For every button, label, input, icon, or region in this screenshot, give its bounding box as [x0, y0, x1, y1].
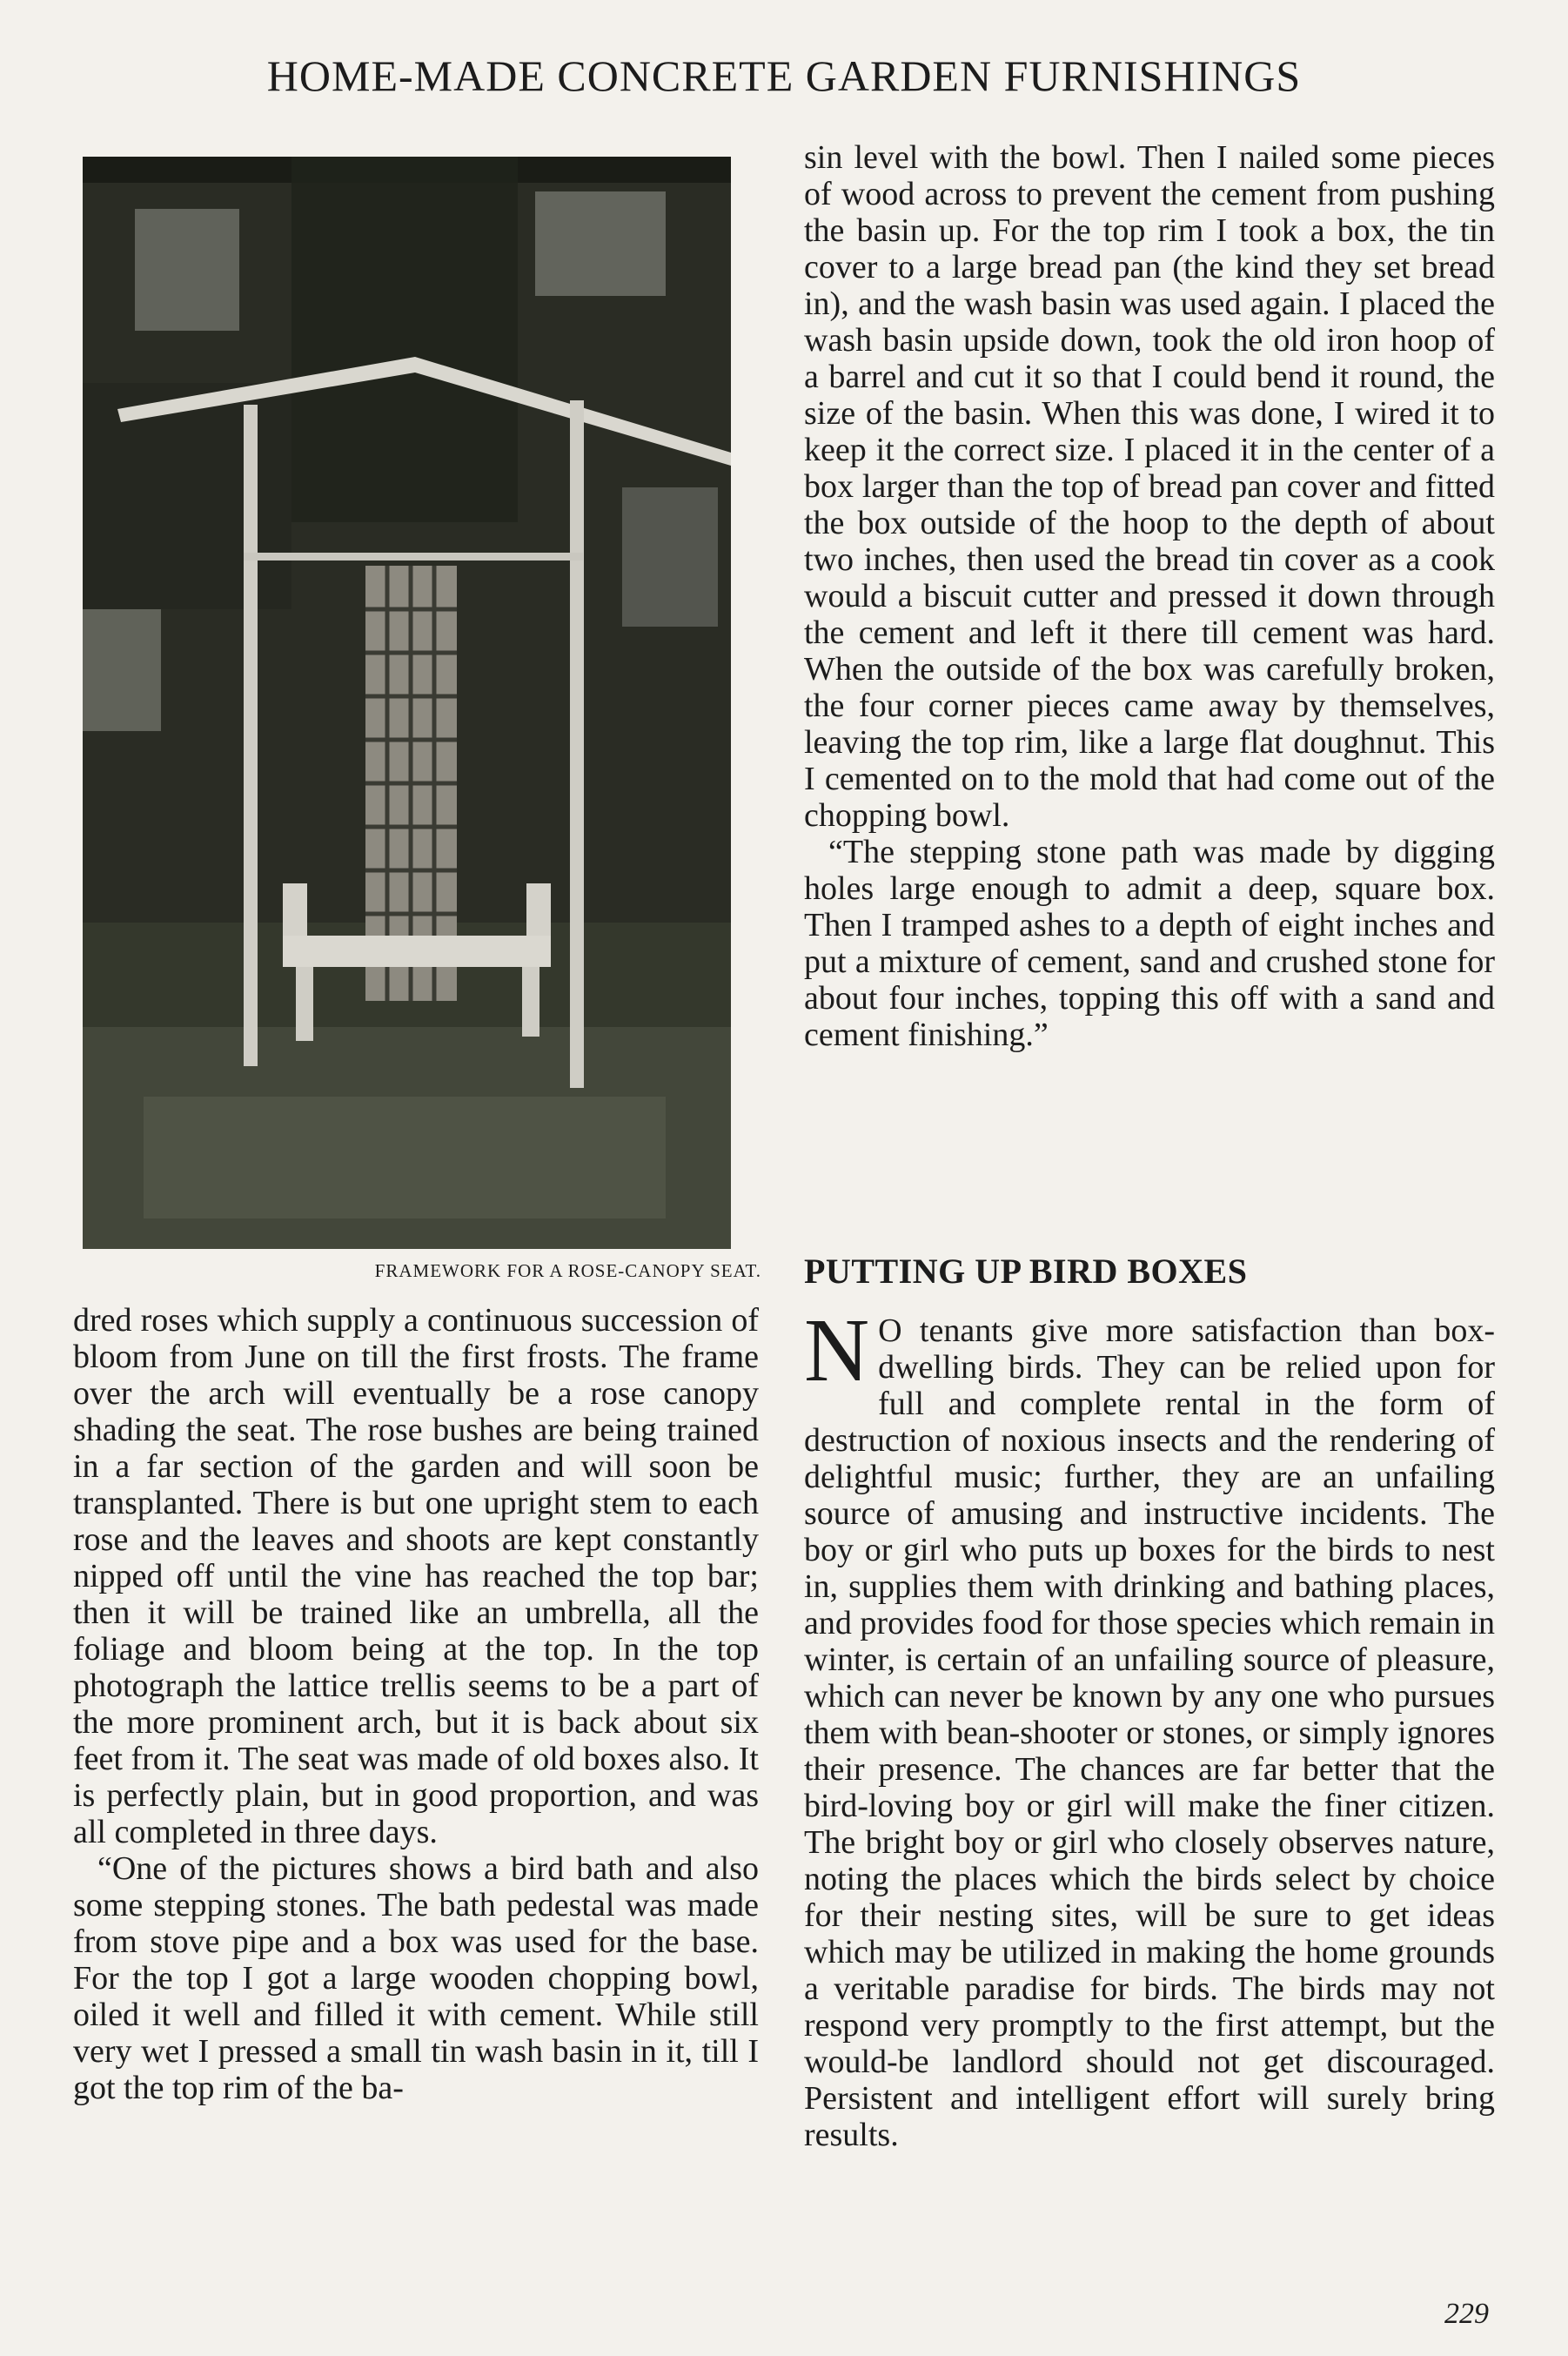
bird-boxes-section — [804, 1300, 1495, 2153]
figure-caption: FRAMEWORK FOR A ROSE-CANOPY SEAT. — [374, 1260, 761, 1281]
left-paragraph-1: dred roses which supply a continuous succession of bloom from June on till the first frosts. The frame over the arch will eventually be a rose canopy shading the seat. The rose bushes are being trained in a far section of the garden and will soon be transplanted. There is but one upright stem to each rose and the leaves and shoots are kept constantly nipped off until the vine has reached the top bar; then it will be trained like an umbrella, all the foliage and bloom being at the top. In the top photograph the lattice trellis seems to be a part of the more prominent arch, but it is back about six feet from it. The seat was made of old boxes also. It is perfectly plain, but in good proportion, and was all completed in three days. — [73, 1302, 759, 1850]
right-paragraph-2: “The stepping stone path was made by digging holes large enough to admit a deep, square box. Then I tramped ashes to a depth of eight inches and put a mixture of cement, sand and crushed stone for about four inches, topping this off with a sand and cement finishing.” — [804, 834, 1495, 1053]
drop-cap: N — [804, 1300, 870, 1400]
photo-illustration — [83, 157, 731, 1249]
left-paragraph-2: “One of the pictures shows a bird bath and also some stepping stones. The bath pedestal was made from stove pipe and a box was used for the base. For the top I got a large wooden chopping bowl, oiled it well and filled it with cement. While still very wet I pressed a small tin wash basin in it, till I got the top rim of the ba- — [73, 1850, 759, 2106]
section-heading: PUTTING UP BIRD BOXES — [804, 1252, 1248, 1291]
right-paragraph-1: sin level with the bowl. Then I nailed some pieces of wood across to prevent the cement from pushing the basin up. For the top rim I took a box, the tin cover to a large bread pan (the kind they set bread in), and the wash basin was used again. I placed the wash basin upside down, took the old iron hoop of a barrel and cut it so that I could bend it round, the size of the basin. When this was done, I wired it to keep it the correct size. I placed it in the center of a box larger than the top of bread pan cover and fitted the box outside of the hoop to the depth of about two inches, then used the bread tin cover as a cook would a biscuit cutter and pressed it down through the cement and left it there till cement was hard. When the outside of the box was carefully broken, the four corner pieces came away by themselves, leaving the top rim, like a large flat doughnut. This I cemented on to the mold that had come out of the chopping bowl. — [804, 139, 1495, 834]
left-column — [73, 1302, 759, 2106]
bird-boxes-text: O tenants give more satisfaction than box-dwelling birds. They can be relied upon for full and complete rental in the form of destruction of noxious insects and the rendering of delightful music; further, they are an unfailing source of amusing and instructive incidents. The boy or girl who puts up boxes for the birds to nest in, supplies them with drinking and bathing places, and provides food for those species which remain in winter, is certain of an unfailing source of pleasure, which can never be known by any one who pursues them with bean-shooter or stones, or simply ignores their presence. The chances are far better that the bird-loving boy or girl will make the finer citizen. The bright boy or girl who closely observes nature, noting the places which the birds select by choice for their nesting sites, will be sure to get ideas which may be utilized in making the home grounds a veritable paradise for birds. The birds may not respond very promptly to the first attempt, but the would-be landlord should not get discouraged. Persistent and intelligent effort will surely bring results. — [804, 1312, 1495, 2153]
rose-canopy-seat-photo — [83, 157, 731, 1249]
bird-boxes-paragraph — [804, 1300, 1495, 2153]
right-column — [804, 139, 1495, 1053]
page-number: 229 — [1444, 2298, 1489, 2330]
page-title: HOME-MADE CONCRETE GARDEN FURNISHINGS — [266, 51, 1302, 100]
